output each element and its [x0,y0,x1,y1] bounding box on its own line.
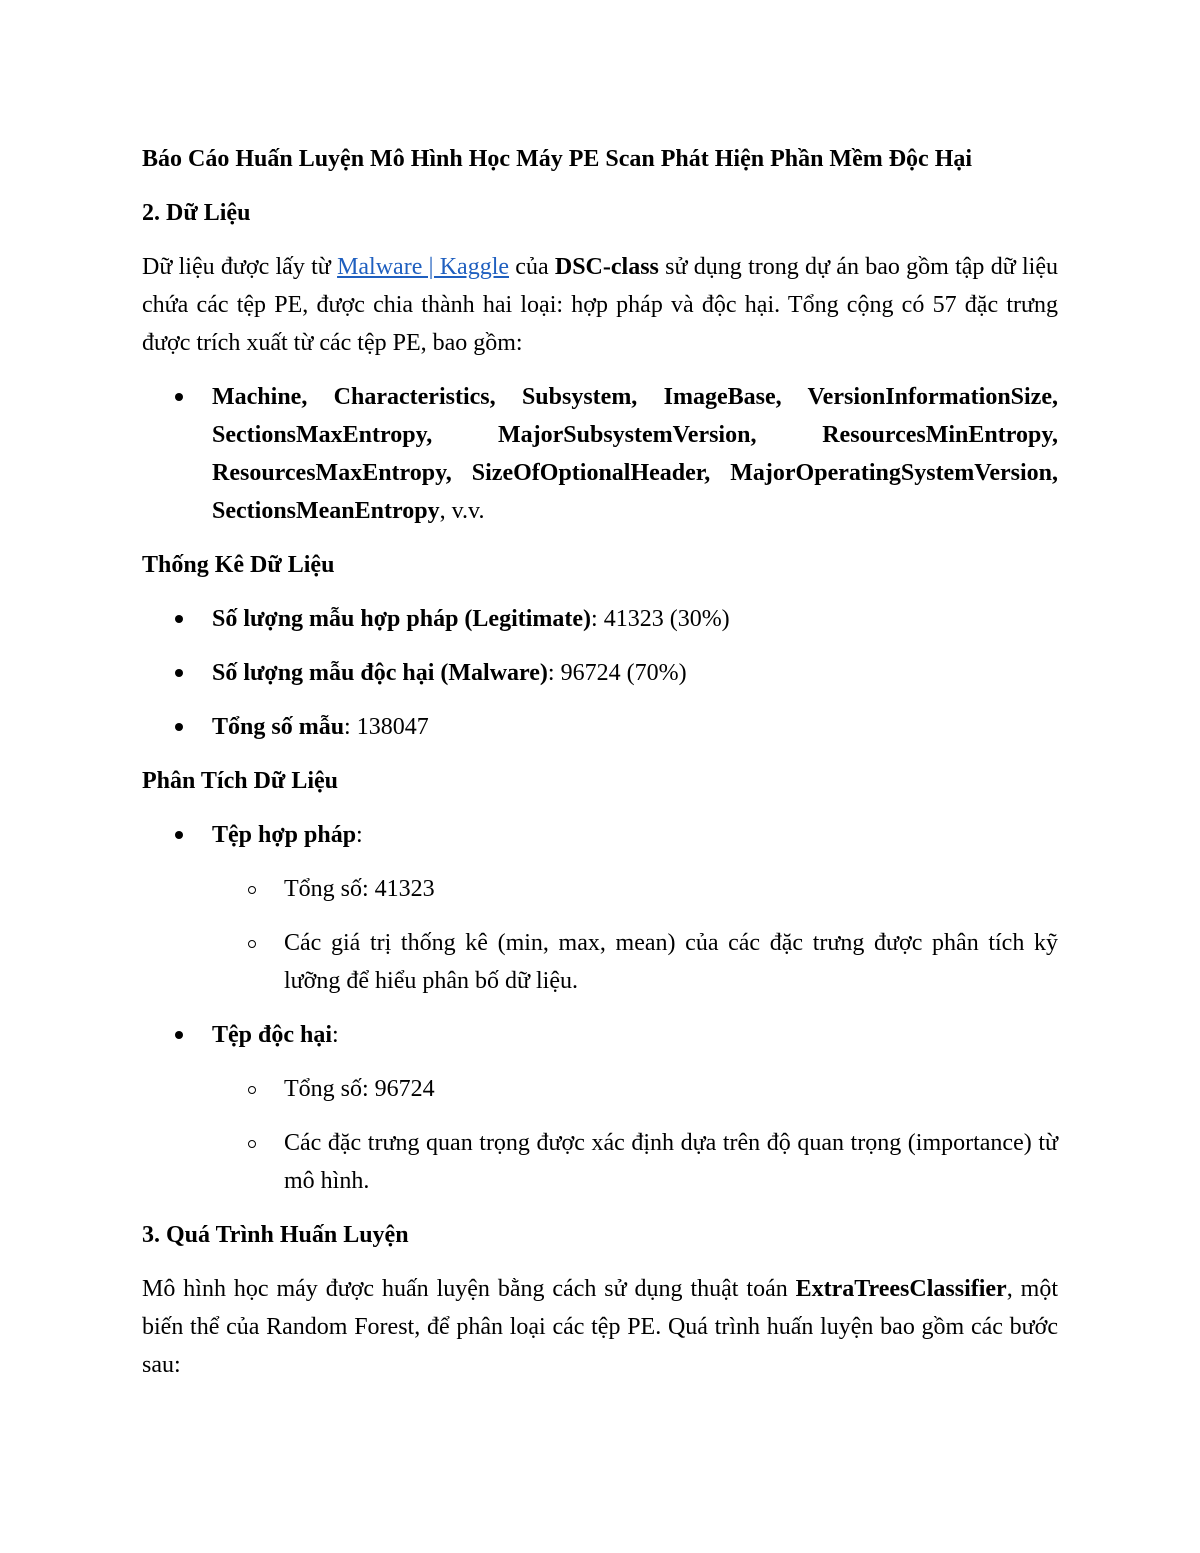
legit-sub-list [212,870,1058,1000]
malware-sub-list [212,1070,1058,1200]
bullet-icon [175,669,183,677]
circle-bullet-icon [248,940,256,948]
bullet-icon [175,393,183,401]
sub-list-item: Tổng số: 41323 [212,870,1058,908]
kaggle-link[interactable]: Malware | Kaggle [337,254,510,280]
data-source-paragraph: Dữ liệu được lấy từ Malware | Kaggle của DSC-class sử dụng trong dự án bao gồm tập dữ liệu chứa các tệp PE, được chia thành hai loại: hợp pháp và độc hại. Tổng cộng có 57 đặc trưng được trích xuất từ các tệp PE, bao gồm: [142,254,1058,356]
analysis-heading: Phân Tích Dữ Liệu [142,768,339,794]
features-list-item: Machine, Characteristics, Subsystem, ImageBase, VersionInformationSize, SectionsMaxEntropy, MajorSubsystemVersion, ResourcesMinEntropy, ResourcesMaxEntropy, SizeOfOptionalHeader, MajorOperatingSystemVersion, SectionsMeanEntropy, v.v. [142,378,1058,530]
stats-list [142,600,1058,746]
circle-bullet-icon [248,1086,256,1094]
circle-bullet-icon [248,1140,256,1148]
stats-item-legitimate: Số lượng mẫu hợp pháp (Legitimate): 41323 (30%) [142,600,1058,638]
stats-item-malware: Số lượng mẫu độc hại (Malware): 96724 (70%) [142,654,1058,692]
section-3-heading: 3. Quá Trình Huấn Luyện [142,1222,409,1248]
stats-heading: Thống Kê Dữ Liệu [142,552,335,578]
features-list [142,378,1058,530]
document-page [142,140,1058,1400]
analysis-item-malware: Tệp độc hại: Tổng số: 96724 Các đặc trưng quan trọng được xác định dựa trên độ quan trọng (importance) từ mô hình. [142,1016,1058,1200]
bullet-icon [175,615,183,623]
sub-list-item: Các giá trị thống kê (min, max, mean) của các đặc trưng được phân tích kỹ lưỡng để hiểu phân bố dữ liệu. [212,924,1058,1000]
analysis-item-legitimate: Tệp hợp pháp: Tổng số: 41323 Các giá trị thống kê (min, max, mean) của các đặc trưng được phân tích kỹ lưỡng để hiểu phân bố dữ liệu. [142,816,1058,1000]
circle-bullet-icon [248,886,256,894]
bullet-icon [175,723,183,731]
training-paragraph: Mô hình học máy được huấn luyện bằng cách sử dụng thuật toán ExtraTreesClassifier, một biến thể của Random Forest, để phân loại các tệp PE. Quá trình huấn luyện bao gồm các bước sau: [142,1276,1058,1378]
bullet-icon [175,831,183,839]
analysis-list [142,816,1058,1200]
sub-list-item: Các đặc trưng quan trọng được xác định dựa trên độ quan trọng (importance) từ mô hình. [212,1124,1058,1200]
document-title: Báo Cáo Huấn Luyện Mô Hình Học Máy PE Scan Phát Hiện Phần Mềm Độc Hại [142,146,973,172]
section-2-heading: 2. Dữ Liệu [142,200,251,226]
sub-list-item: Tổng số: 96724 [212,1070,1058,1108]
stats-item-total: Tổng số mẫu: 138047 [142,708,1058,746]
bullet-icon [175,1031,183,1039]
